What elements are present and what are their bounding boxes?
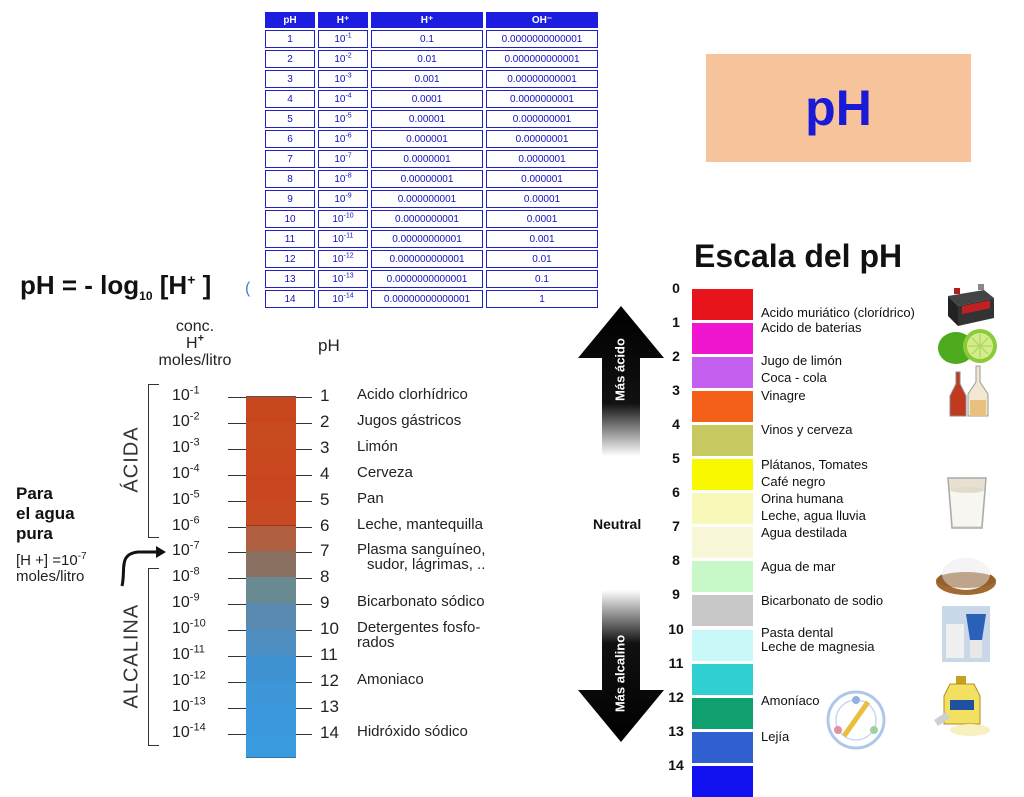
ph-number: 13 — [320, 696, 339, 716]
tick — [228, 423, 246, 424]
example-label: Bicarbonato sódico — [357, 593, 485, 611]
cell-h-dec: 0.000001 — [371, 130, 483, 148]
scale-segment — [692, 732, 753, 763]
scale-number: 6 — [672, 484, 680, 501]
example-label: Jugos gástricos — [357, 411, 462, 429]
header-oh: OH⁻ — [486, 12, 598, 28]
cell-oh: 0.0000001 — [486, 150, 598, 168]
scale-example-label: Café negro — [761, 473, 826, 489]
cell-oh: 0.0001 — [486, 210, 598, 228]
cell-oh: 0.01 — [486, 250, 598, 268]
cell-oh: 0.001 — [486, 230, 598, 248]
cell-h-exp: $10^{-4}$ — [318, 90, 368, 108]
cell-ph: 5 — [265, 110, 315, 128]
cell-ph: 6 — [265, 130, 315, 148]
ph-number: 14 — [320, 722, 339, 742]
example-label: Hidróxido sódico — [357, 722, 468, 740]
tick — [228, 734, 246, 735]
table-row — [265, 170, 598, 188]
cell-ph: 1 — [265, 30, 315, 48]
ph-number: 7 — [320, 541, 330, 561]
table-row — [265, 210, 598, 228]
ph-number: 3 — [320, 437, 330, 457]
conc-header — [150, 318, 240, 369]
scale-number: 13 — [668, 722, 684, 739]
example-label: Detergentes fosfo- rados — [357, 619, 481, 652]
table-row — [265, 150, 598, 168]
cell-oh: 0.1 — [486, 270, 598, 288]
formula-sub: 10 — [139, 289, 153, 304]
ph-number: 11 — [320, 645, 338, 664]
scale-segment — [692, 323, 753, 354]
tick — [228, 708, 246, 709]
cell-ph: 12 — [265, 250, 315, 268]
formula-lhs: pH = - log — [20, 270, 140, 300]
cell-ph: 7 — [265, 150, 315, 168]
tick — [296, 708, 312, 709]
cell-h-dec: 0.00000000000001 — [371, 290, 483, 308]
scale-title: Escala del pH — [694, 238, 903, 274]
cell-h-dec: 0.0000000000001 — [371, 270, 483, 288]
scale-segment — [692, 664, 753, 695]
scale-example-label: Amoníaco — [761, 693, 820, 709]
table-row — [265, 70, 598, 88]
conc-label: $10^{-9}$ — [172, 591, 200, 612]
scale-example-label: Acido de baterias — [761, 320, 862, 336]
scale-example-label: Leche de magnesia — [761, 638, 875, 654]
tick — [296, 630, 312, 631]
header-ph: pH — [265, 12, 315, 28]
tick — [296, 578, 312, 579]
cell-ph: 2 — [265, 50, 315, 68]
cell-ph: 14 — [265, 290, 315, 308]
scale-number: 2 — [672, 348, 680, 365]
tick — [228, 501, 246, 502]
scale-segment — [692, 698, 753, 729]
scale-number: 9 — [672, 586, 680, 603]
pure-water-label: Para el agua pura — [16, 484, 75, 543]
ph-number: 5 — [320, 489, 330, 509]
tick — [228, 397, 246, 398]
formula-bracket-close: ] — [195, 270, 212, 300]
cell-h-dec: 0.0000001 — [371, 150, 483, 168]
scale-segment — [692, 493, 753, 524]
cell-h-exp: $10^{-11}$ — [318, 230, 368, 248]
formula-extra: ( — [245, 280, 251, 297]
cell-ph: 8 — [265, 170, 315, 188]
tick — [228, 682, 246, 683]
formula-sup: + — [187, 271, 196, 288]
tick — [296, 656, 312, 657]
cell-h-exp: $10^{-6}$ — [318, 130, 368, 148]
ph-number: 8 — [320, 567, 330, 587]
conc-label: $10^{-3}$ — [172, 436, 200, 456]
scale-example-label: Coca - cola — [761, 369, 827, 385]
formula-bracket-open: [H — [159, 270, 188, 300]
scale-segment — [692, 459, 753, 490]
scale-segment — [692, 561, 753, 592]
scale-number: 10 — [668, 620, 684, 637]
cell-h-exp: $10^{-7}$ — [318, 150, 368, 168]
cell-h-dec: 0.001 — [371, 70, 483, 88]
tick — [296, 734, 312, 735]
cell-h-dec: 0.000000001 — [371, 190, 483, 208]
tick — [296, 527, 312, 528]
tick — [228, 578, 246, 579]
tick — [296, 604, 312, 605]
table-row — [265, 30, 598, 48]
scale-example-label: Pasta dental — [761, 625, 834, 641]
example-label: Pan — [357, 489, 384, 507]
table-row — [265, 190, 598, 208]
scale-example-label: Jugo de limón — [761, 352, 842, 368]
example-label: Cerveza — [357, 463, 413, 481]
tick — [296, 682, 312, 683]
page-title: pH — [805, 80, 872, 136]
cell-oh: 1 — [486, 290, 598, 308]
example-label: Amoniaco — [357, 670, 424, 688]
scale-segment — [692, 391, 753, 422]
conc-label: $10^{-2}$ — [172, 410, 200, 430]
cell-oh: 0.00000001 — [486, 130, 598, 148]
tick — [228, 630, 246, 631]
conc-header-line1: conc. — [175, 318, 215, 335]
ph-title-box — [706, 54, 971, 162]
cell-ph: 10 — [265, 210, 315, 228]
table-row — [265, 90, 598, 108]
conc-label: $10^{-7}$ — [172, 540, 200, 560]
scale-number: 11 — [668, 654, 684, 671]
header-h-dec: H⁺ — [371, 12, 483, 28]
example-label: Plasma sanguíneo, sudor, lágrimas, .. — [357, 541, 486, 574]
ph-number: 10 — [320, 619, 339, 639]
table-row — [265, 50, 598, 68]
table-row — [265, 290, 598, 308]
scale-example-label: Vinos y cerveza — [761, 422, 853, 438]
scale-segment — [692, 630, 753, 661]
scale-segment — [692, 595, 753, 626]
tick — [228, 527, 246, 528]
lime-icon — [936, 326, 998, 366]
cell-h-exp: $10^{-14}$ — [318, 290, 368, 308]
cell-ph: 11 — [265, 230, 315, 248]
ph-number: 4 — [320, 463, 330, 483]
scale-number: 4 — [672, 416, 680, 433]
scale-number: 14 — [668, 756, 684, 773]
table-row — [265, 110, 598, 128]
cell-oh: 0.00000000001 — [486, 70, 598, 88]
toothpaste-icon — [936, 600, 996, 668]
conc-label: $10^{-11}$ — [172, 643, 205, 663]
baking-soda-icon — [934, 546, 998, 596]
cell-oh: 0.000001 — [486, 170, 598, 188]
cell-h-dec: 0.00000001 — [371, 170, 483, 188]
scale-segment — [692, 289, 753, 320]
cell-h-dec: 0.00000000001 — [371, 230, 483, 248]
scale-segment — [692, 357, 753, 388]
milk-glass-icon — [944, 472, 990, 532]
cell-h-exp: $10^{-1}$ — [318, 30, 368, 48]
conc-label: $10^{-10}$ — [172, 617, 206, 638]
cell-h-dec: 0.1 — [371, 30, 483, 48]
scale-number: 12 — [668, 688, 684, 705]
conc-label: $10^{-13}$ — [172, 695, 206, 715]
table-body — [265, 30, 598, 308]
table-row — [265, 270, 598, 288]
logo-icon — [824, 688, 888, 752]
acid-arrow-label: Más ácido — [612, 338, 628, 401]
scale-example-label: Orina humana — [761, 490, 844, 506]
scale-segment — [692, 766, 753, 797]
tick — [228, 449, 246, 450]
example-label: Limón — [357, 437, 398, 455]
battery-icon — [944, 280, 996, 328]
scale-example-label: Vinagre — [761, 388, 806, 404]
conc-header-line2: H+ — [186, 332, 204, 352]
cell-h-exp: $10^{-10}$ — [318, 210, 368, 228]
pure-water-conc: [H +] $=10^{-7}$ moles/litro — [16, 551, 87, 585]
tick — [296, 552, 312, 553]
cell-h-dec: 0.00001 — [371, 110, 483, 128]
cell-ph: 4 — [265, 90, 315, 108]
scale-number: 8 — [672, 552, 680, 569]
alkaline-arrow-label: Más alcalino — [612, 634, 628, 713]
scale-example-label: Lejía — [761, 728, 790, 744]
cell-ph: 3 — [265, 70, 315, 88]
header-h-exp: H⁺ — [318, 12, 368, 28]
ph-number: 1 — [320, 386, 330, 405]
scale-number: 3 — [672, 382, 680, 399]
tick — [296, 397, 312, 398]
cell-h-dec: 0.000000000001 — [371, 250, 483, 268]
scale-segment — [692, 425, 753, 456]
cell-ph: 9 — [265, 190, 315, 208]
conc-label: $10^{-4}$ — [172, 462, 200, 482]
conc-label: $10^{-14}$ — [172, 721, 206, 741]
tick — [296, 423, 312, 424]
table-row — [265, 130, 598, 148]
tick — [296, 501, 312, 502]
scale-example-label: Agua de mar — [761, 558, 836, 574]
scale-example-label: Plátanos, Tomates — [761, 456, 868, 472]
cell-h-exp: $10^{-8}$ — [318, 170, 368, 188]
ph-number: 9 — [320, 593, 330, 613]
conc-label: $10^{-6}$ — [172, 514, 200, 534]
example-label: Leche, mantequilla — [357, 515, 483, 533]
example-label: Acido clorhídrico — [357, 386, 468, 403]
ph-number: 6 — [320, 515, 330, 535]
cell-oh: 0.000000000001 — [486, 50, 598, 68]
acid-label: ÁCIDA — [120, 426, 143, 493]
tick — [228, 656, 246, 657]
cell-h-exp: $10^{-3}$ — [318, 70, 368, 88]
scale-number: 7 — [672, 518, 680, 535]
ph-number: 12 — [320, 670, 339, 690]
conc-label: $10^{-5}$ — [172, 488, 200, 508]
tick — [296, 475, 312, 476]
cell-oh: 0.0000000001 — [486, 90, 598, 108]
ph-header: pH — [318, 336, 340, 355]
scale-example-label: Agua destilada — [761, 524, 848, 540]
vinegar-bottles-icon — [944, 362, 994, 420]
scale-example-label: Bicarbonato de sodio — [761, 592, 884, 608]
cell-h-dec: 0.0001 — [371, 90, 483, 108]
scale-segment — [692, 527, 753, 558]
cell-oh: 0.00001 — [486, 190, 598, 208]
cell-h-exp: $10^{-13}$ — [318, 270, 368, 288]
tick — [296, 449, 312, 450]
scale-example-label: Leche, agua lluvia — [761, 507, 866, 523]
conc-label: $10^{-8}$ — [172, 565, 200, 586]
table-row — [265, 230, 598, 248]
tick — [228, 552, 246, 553]
conc-label: $10^{-12}$ — [172, 669, 206, 689]
conc-header-line3: moles/litro — [158, 352, 232, 369]
cell-h-exp: $10^{-5}$ — [318, 110, 368, 128]
table-row — [265, 250, 598, 268]
water-arrow-icon — [100, 540, 170, 590]
table-header-row — [265, 12, 598, 28]
acid-bracket — [148, 384, 159, 538]
cell-h-exp: $10^{-12}$ — [318, 250, 368, 268]
cell-ph: 13 — [265, 270, 315, 288]
scale-number: 0 — [672, 280, 680, 296]
alkaline-label: ALCALINA — [120, 603, 143, 709]
cell-h-dec: 0.01 — [371, 50, 483, 68]
scale-number: 5 — [672, 450, 680, 467]
alkaline-bracket — [148, 568, 159, 746]
ph-concentration-table — [262, 10, 601, 310]
cell-h-exp: $10^{-9}$ — [318, 190, 368, 208]
cell-oh: 0.0000000000001 — [486, 30, 598, 48]
cell-oh: 0.000000001 — [486, 110, 598, 128]
ph-formula — [20, 270, 211, 303]
conc-label: $10^{-1}$ — [172, 384, 200, 404]
cell-h-exp: $10^{-2}$ — [318, 50, 368, 68]
neutral-label: Neutral — [593, 516, 642, 532]
scale-number: 1 — [672, 314, 680, 331]
tick — [228, 475, 246, 476]
ph-number: 2 — [320, 411, 330, 431]
tick — [228, 604, 246, 605]
bleach-bottle-icon — [930, 672, 994, 740]
scale-example-label: Acido muriático (clorídrico) — [761, 305, 915, 321]
cell-h-dec: 0.0000000001 — [371, 210, 483, 228]
